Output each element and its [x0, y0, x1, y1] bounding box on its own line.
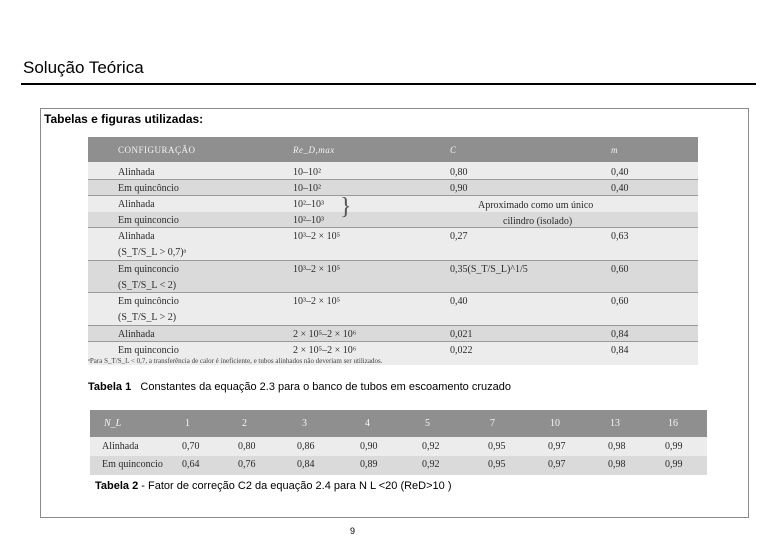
table2-col-header: 16	[668, 418, 678, 429]
table2-col-header: 1	[185, 418, 190, 429]
table2-cell: 0,92	[422, 441, 440, 452]
table1-cell: 0,40	[450, 296, 468, 307]
table1-cell: 2 × 10⁵–2 × 10⁶	[293, 345, 357, 356]
table1-cell: 0,35(S_T/S_L)^1/5	[450, 264, 528, 275]
table1-cell: (S_T/S_L > 2)	[118, 312, 177, 323]
table2-row-label: Alinhada	[102, 441, 139, 452]
table2-cell: 0,95	[488, 441, 506, 452]
table1-rule	[88, 179, 698, 180]
table2-col-header: 5	[425, 418, 430, 429]
table2-cell: 0,98	[608, 459, 626, 470]
table2-col-header: 2	[242, 418, 247, 429]
table1-cell: 10²–10³	[293, 199, 324, 210]
table1-rule	[88, 292, 698, 293]
table2-cell: 0,92	[422, 459, 440, 470]
table1-cell: 0,40	[611, 183, 629, 194]
table2-caption	[95, 480, 452, 492]
table1-cell: 0,021	[450, 329, 473, 340]
table2-cell: 0,70	[182, 441, 200, 452]
brace-icon: }	[340, 194, 352, 220]
table1-row	[88, 342, 698, 358]
table1-cell: 10–10²	[293, 167, 321, 178]
table1-header-re: Re_D,max	[293, 145, 335, 155]
table2-col-header: 3	[302, 418, 307, 429]
table1	[88, 137, 698, 365]
table1-cell: 0,63	[611, 231, 629, 242]
table2-cell: 0,99	[665, 459, 683, 470]
table1-cell: 0,84	[611, 329, 629, 340]
table1-row	[88, 196, 698, 212]
table1-cell: 10³–2 × 10⁵	[293, 296, 341, 307]
table1-cell: 0,60	[611, 296, 629, 307]
table2-cell: 0,97	[548, 441, 566, 452]
table1-header	[88, 137, 698, 162]
table1-caption-text: Constantes da equação 2.3 para o banco de tubos em escoamento cruzado	[140, 381, 511, 393]
table1-caption	[88, 381, 511, 393]
table1-cell: Alinhada	[118, 167, 155, 178]
table1-rule	[88, 341, 698, 342]
table1-cell: 0,90	[450, 183, 468, 194]
table1-row	[88, 212, 698, 228]
table1-cell: (S_T/S_L > 0,7)ᵃ	[118, 247, 187, 258]
table1-header-config: CONFIGURAÇÃO	[118, 145, 196, 155]
table1-cell: Em quinconcio	[118, 345, 179, 356]
table2-cell: 0,64	[182, 459, 200, 470]
table2	[90, 410, 707, 475]
table2-col-header: 4	[365, 418, 370, 429]
page-number: 9	[350, 526, 356, 536]
table1-cell: 10³–2 × 10⁵	[293, 231, 341, 242]
table1-row	[88, 261, 698, 277]
table1-row	[88, 277, 698, 293]
table1-cell: 0,80	[450, 167, 468, 178]
table1-cell: 10³–2 × 10⁵	[293, 264, 341, 275]
table1-cell: Alinhada	[118, 329, 155, 340]
table2-cell: 0,98	[608, 441, 626, 452]
table1-cell: Alinhada	[118, 199, 155, 210]
table2-row-label: Em quinconcio	[102, 459, 163, 470]
table1-row	[88, 228, 698, 244]
table2-cell: 0,90	[360, 441, 378, 452]
table1-cell: Em quinconcio	[118, 215, 179, 226]
table1-footnote: ᵃPara S_T/S_L < 0,7, a transferência de calor é ineficiente, e tubos alinhados não deveriam ser utilizados.	[88, 357, 383, 365]
table1-cell: 0,84	[611, 345, 629, 356]
table1-cell: 0,022	[450, 345, 473, 356]
table1-cell: (S_T/S_L < 2)	[118, 280, 177, 291]
table1-cell: 10²–10³	[293, 215, 324, 226]
table2-col-header: 7	[490, 418, 495, 429]
table1-cell: Em quincôncio	[118, 296, 179, 307]
table1-row	[88, 180, 698, 196]
table2-caption-text: - Fator de correção C2 da equação 2.4 para N L <20 (ReD>10 )	[141, 480, 452, 492]
table1-header-c: C	[450, 145, 457, 155]
table1-cell: 0,27	[450, 231, 468, 242]
table1-row	[88, 164, 698, 180]
table2-header-label: N_L	[104, 418, 122, 429]
table1-cell: 0,40	[611, 167, 629, 178]
table1-cell: Em quincôncio	[118, 183, 179, 194]
table1-cell: Em quinconcio	[118, 264, 179, 275]
table1-cell: Alinhada	[118, 231, 155, 242]
table1-cell: 2 × 10⁵–2 × 10⁶	[293, 329, 357, 340]
table1-merged-note: Aproximado como um único	[478, 200, 594, 211]
table1-cell: 0,60	[611, 264, 629, 275]
table1-header-m: m	[611, 145, 618, 155]
table2-cell: 0,97	[548, 459, 566, 470]
table2-caption-label: Tabela 2	[95, 480, 139, 492]
title-rule	[21, 83, 756, 85]
table1-rule	[88, 195, 698, 196]
section-heading: Tabelas e figuras utilizadas:	[44, 112, 204, 126]
table2-cell: 0,95	[488, 459, 506, 470]
table2-cell: 0,89	[360, 459, 378, 470]
table1-rule	[88, 260, 698, 261]
table2-col-header: 10	[550, 418, 560, 429]
table2-cell: 0,76	[238, 459, 256, 470]
table1-rule	[88, 227, 698, 228]
table1-row	[88, 293, 698, 309]
table1-merged-note-2: cilindro (isolado)	[503, 216, 573, 227]
slide-title: Solução Teórica	[23, 58, 144, 77]
table2-cell: 0,99	[665, 441, 683, 452]
table1-cell: 10–10²	[293, 183, 321, 194]
table2-cell: 0,84	[297, 459, 315, 470]
table1-rule	[88, 325, 698, 326]
table2-cell: 0,86	[297, 441, 315, 452]
table1-row	[88, 309, 698, 325]
table1-row	[88, 326, 698, 342]
table2-cell: 0,80	[238, 441, 256, 452]
table1-caption-label: Tabela 1	[88, 381, 132, 393]
table2-col-header: 13	[610, 418, 620, 429]
